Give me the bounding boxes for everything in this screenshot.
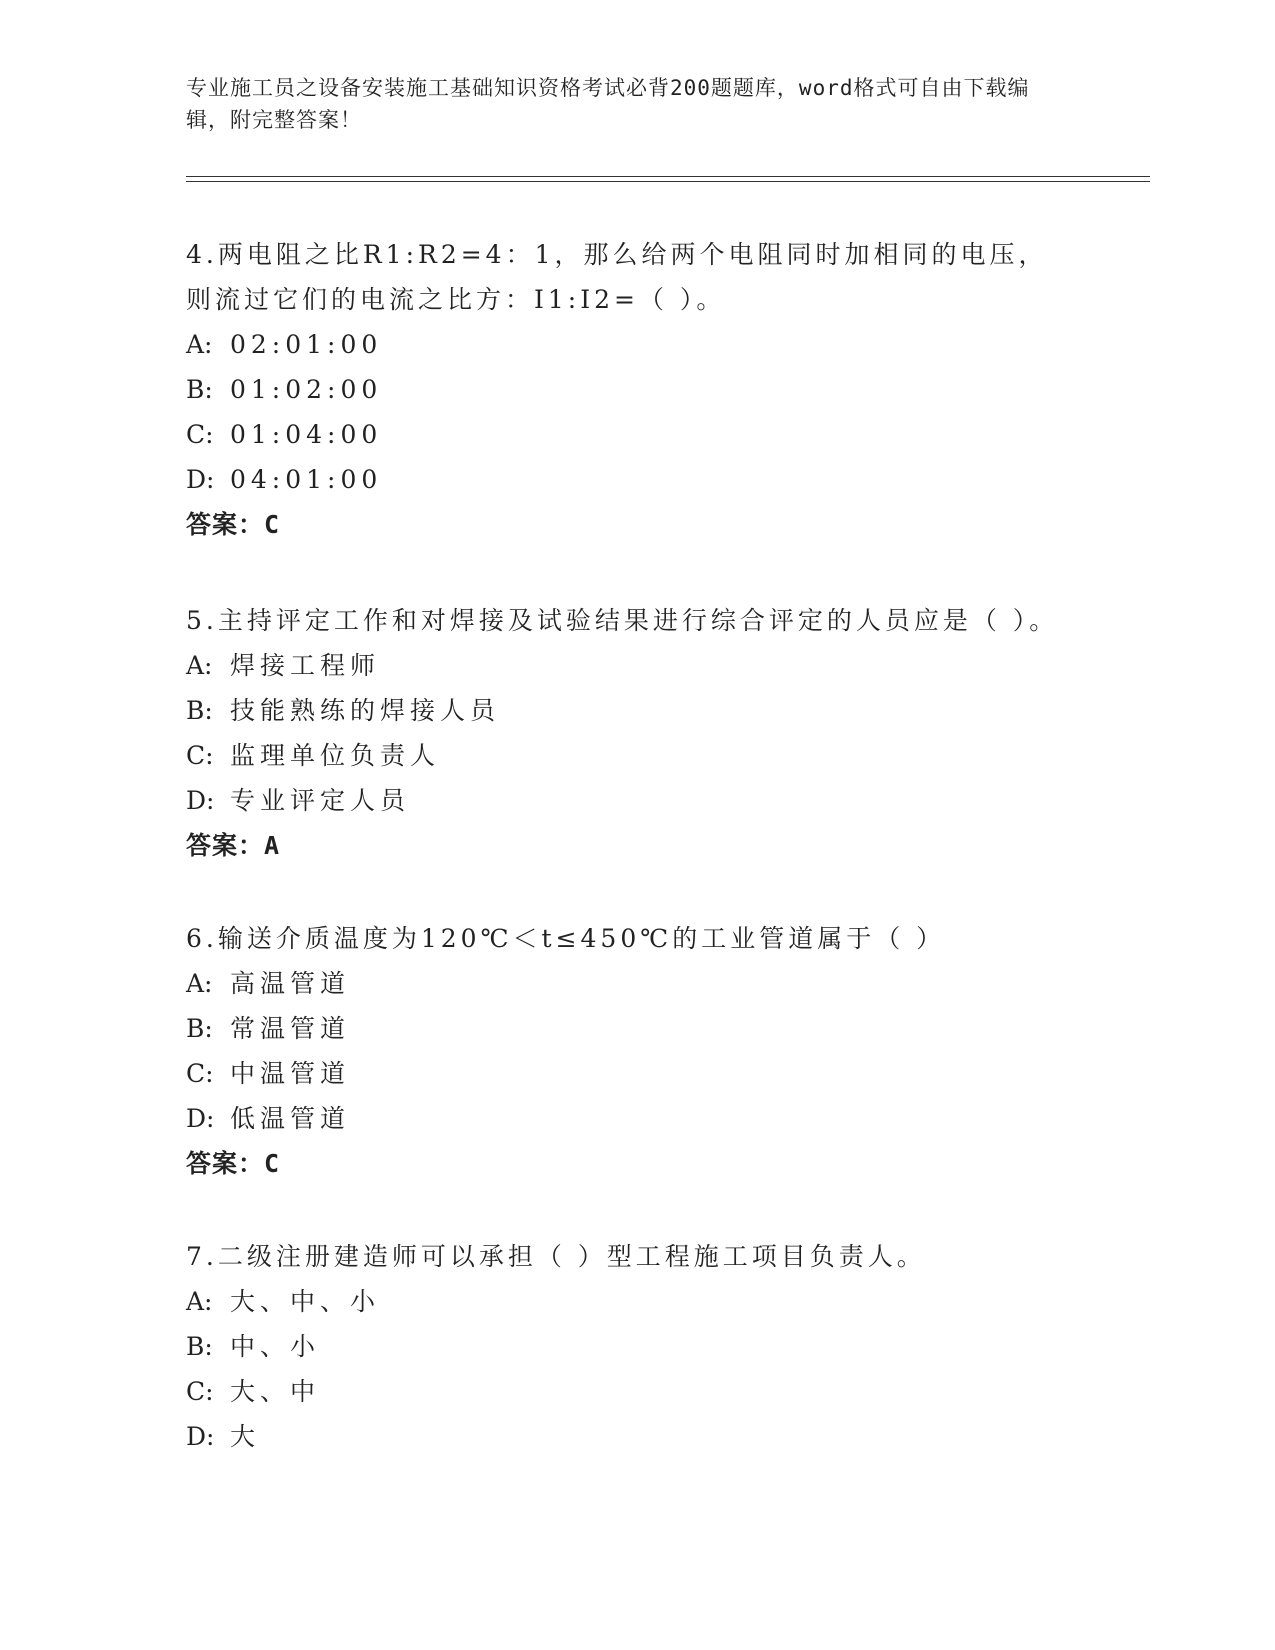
option-text: 大、中、小 [230, 1287, 381, 1316]
option-letter: A: [186, 651, 213, 680]
option-c [186, 1051, 1066, 1096]
option-text: 专业评定人员 [230, 786, 411, 815]
option-text: 01:04:00 [230, 420, 383, 449]
option-letter: D: [186, 786, 215, 815]
option-text: 01:02:00 [230, 375, 383, 404]
question-stem: 7.二级注册建造师可以承担（ ）型工程施工项目负责人。 [186, 1242, 926, 1271]
option-a [186, 322, 1066, 367]
option-letter: C: [186, 420, 214, 449]
option-text: 中、小 [230, 1332, 321, 1361]
option-letter: A: [186, 969, 213, 998]
option-letter: B: [186, 375, 213, 404]
option-text: 大、中 [230, 1377, 321, 1406]
question-6 [186, 916, 1066, 1186]
option-d [186, 457, 1066, 502]
option-text: 02:01:00 [230, 330, 383, 359]
option-letter: D: [186, 1104, 215, 1133]
option-text: 焊接工程师 [230, 651, 381, 680]
option-letter: B: [186, 696, 213, 725]
option-text: 技能熟练的焊接人员 [230, 696, 501, 725]
option-letter: C: [186, 741, 214, 770]
header-rule-bottom [186, 181, 1150, 182]
option-text: 监理单位负责人 [230, 741, 441, 770]
document-header: 专业施工员之设备安装施工基础知识资格考试必背200题题库，word格式可自由下载编辑，附完整答案！ [186, 76, 1030, 132]
option-letter: A: [186, 330, 213, 359]
option-letter: D: [186, 465, 215, 494]
question-stem: 6.输送介质温度为120℃＜t≤450℃的工业管道属于（ ） [186, 924, 946, 953]
header-rule-top [186, 176, 1150, 177]
option-letter: B: [186, 1014, 213, 1043]
option-b [186, 688, 1066, 733]
question-7 [186, 1234, 1066, 1459]
option-a [186, 1279, 1066, 1324]
option-text: 低温管道 [230, 1104, 351, 1133]
option-b [186, 367, 1066, 412]
question-5 [186, 598, 1066, 868]
option-text: 中温管道 [230, 1059, 351, 1088]
option-b [186, 1006, 1066, 1051]
option-text: 高温管道 [230, 969, 351, 998]
option-c [186, 1369, 1066, 1414]
option-b [186, 1324, 1066, 1369]
option-text: 常温管道 [230, 1014, 351, 1043]
option-a [186, 961, 1066, 1006]
question-4 [186, 232, 1066, 547]
option-a [186, 643, 1066, 688]
option-c [186, 733, 1066, 778]
option-text: 大 [230, 1422, 261, 1451]
option-letter: B: [186, 1332, 213, 1361]
answer-line: 答案：C [186, 510, 281, 539]
option-letter: C: [186, 1377, 214, 1406]
question-stem: 5.主持评定工作和对焊接及试验结果进行综合评定的人员应是（ ）。 [186, 606, 1059, 635]
option-d [186, 1414, 1066, 1459]
option-d [186, 778, 1066, 823]
option-letter: A: [186, 1287, 213, 1316]
option-letter: D: [186, 1422, 215, 1451]
option-d [186, 1096, 1066, 1141]
option-text: 04:01:00 [230, 465, 383, 494]
question-stem: 4.两电阻之比R1:R2=4：1，那么给两个电阻同时加相同的电压，则流过它们的电流之比方：I1:I2=（ ）。 [186, 240, 1048, 314]
option-letter: C: [186, 1059, 214, 1088]
answer-line: 答案：C [186, 1149, 281, 1178]
option-c [186, 412, 1066, 457]
answer-line: 答案：A [186, 831, 281, 860]
